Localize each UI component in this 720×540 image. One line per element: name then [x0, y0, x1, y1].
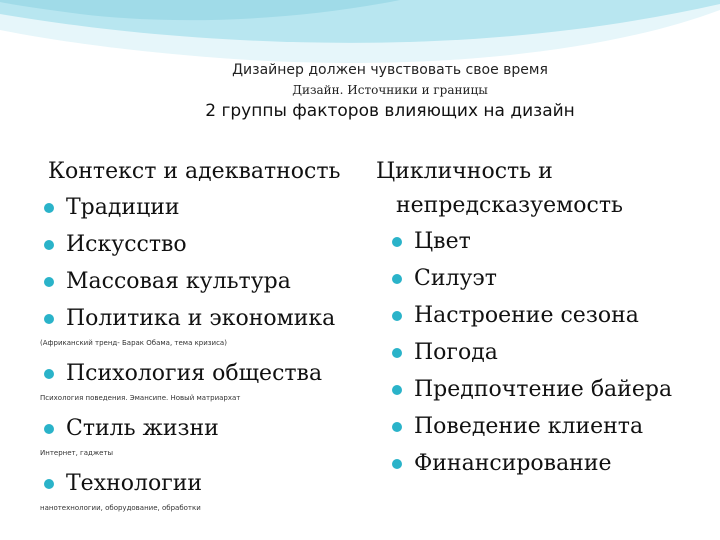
- bullet-icon: [44, 479, 54, 489]
- bullet-icon: [392, 385, 402, 395]
- title-line-2: Дизайн. Источники и границы: [292, 83, 488, 97]
- bullet-icon: [44, 369, 54, 379]
- list-item: [376, 260, 716, 297]
- list-item-label: Политика и экономика: [66, 306, 336, 331]
- list-item: [376, 408, 716, 445]
- list-item-label: Поведение клиента: [414, 414, 644, 439]
- list-item: [28, 300, 368, 337]
- left-list: [28, 189, 368, 514]
- list-item-label: Технологии: [66, 471, 203, 496]
- list-item: [28, 355, 368, 392]
- bullet-icon: [392, 237, 402, 247]
- list-item: [376, 297, 716, 334]
- list-item-label: Силуэт: [414, 266, 497, 291]
- bullet-icon: [44, 277, 54, 287]
- list-item-note: Интернет, гаджеты: [40, 449, 114, 457]
- left-heading: Контекст и адекватность: [48, 159, 341, 184]
- list-item-label: Массовая культура: [66, 269, 291, 294]
- list-item-label: Настроение сезона: [414, 303, 639, 328]
- bullet-icon: [44, 314, 54, 324]
- title-line-1: Дизайнер должен чувствовать свое время: [232, 62, 548, 78]
- bullet-icon: [44, 424, 54, 434]
- list-item: [28, 226, 368, 263]
- bullet-icon: [392, 311, 402, 321]
- bullet-icon: [392, 422, 402, 432]
- list-item: [376, 334, 716, 371]
- list-item: [28, 189, 368, 226]
- list-item-label: Искусство: [66, 232, 187, 257]
- bullet-icon: [392, 348, 402, 358]
- left-column: [28, 155, 368, 514]
- list-item-label: Предпочтение байера: [414, 377, 673, 402]
- list-item-label: Традиции: [66, 195, 180, 220]
- list-item-label: Стиль жизни: [66, 416, 219, 441]
- list-item-note: Психология поведения. Эмансипе. Новый матриархат: [40, 394, 241, 402]
- list-item: [376, 223, 716, 260]
- bullet-icon: [44, 203, 54, 213]
- list-item: [376, 371, 716, 408]
- bullet-icon: [392, 459, 402, 469]
- list-item: [28, 410, 368, 447]
- list-item-note: нанотехнологии, оборудование, обработки: [40, 504, 201, 512]
- right-column: [376, 155, 716, 482]
- bullet-icon: [44, 240, 54, 250]
- title-line-3: 2 группы факторов влияющих на дизайн: [205, 101, 575, 121]
- right-list: [376, 223, 716, 482]
- right-heading-line-1: Цикличность и: [376, 159, 553, 184]
- right-heading-line-2: непредсказуемость: [396, 193, 623, 218]
- list-item-note: (Африканский тренд- Барак Обама, тема кризиса): [40, 339, 227, 347]
- list-item: [28, 465, 368, 502]
- list-item: [28, 263, 368, 300]
- list-item-label: Цвет: [414, 229, 471, 254]
- bullet-icon: [392, 274, 402, 284]
- list-item-label: Погода: [414, 340, 498, 365]
- list-item-label: Психология общества: [66, 361, 323, 386]
- list-item-label: Финансирование: [414, 451, 612, 476]
- list-item: [376, 445, 716, 482]
